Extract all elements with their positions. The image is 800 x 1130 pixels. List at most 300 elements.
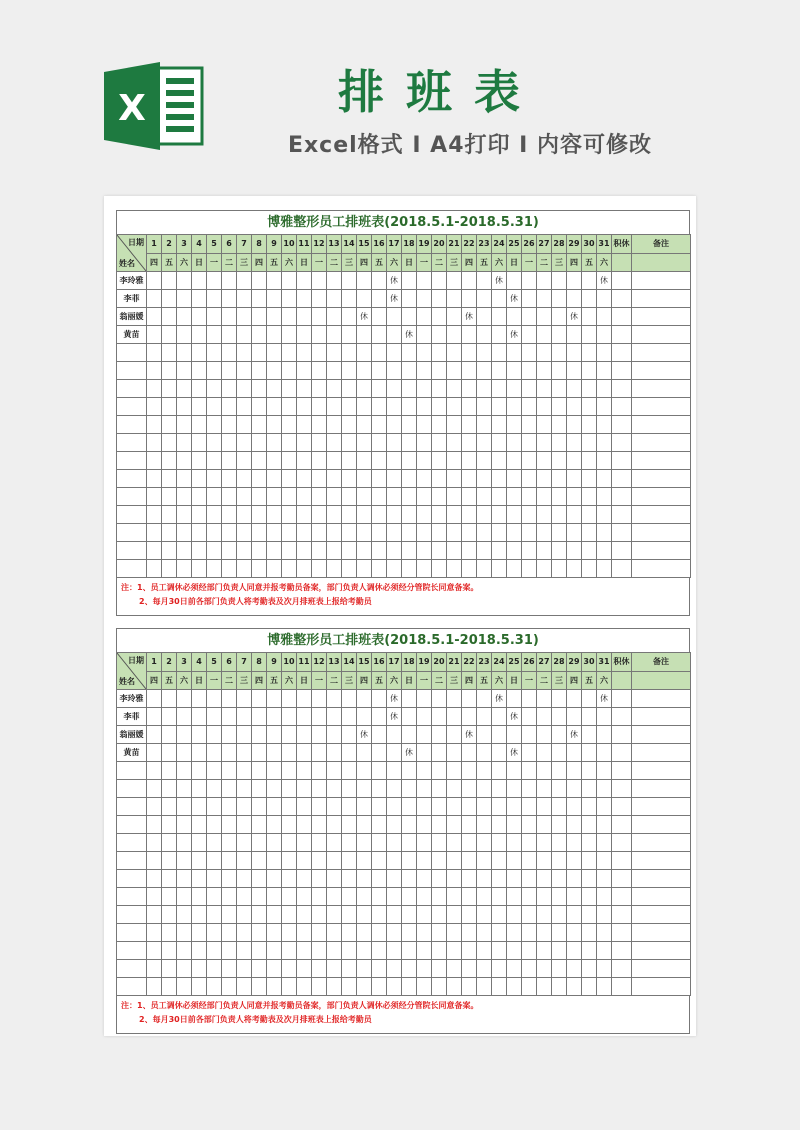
day-cell[interactable]: [192, 434, 207, 452]
day-cell[interactable]: [162, 924, 177, 942]
day-cell[interactable]: [567, 344, 582, 362]
day-cell[interactable]: [222, 690, 237, 708]
day-cell[interactable]: [162, 470, 177, 488]
day-cell[interactable]: [567, 434, 582, 452]
day-cell[interactable]: [402, 398, 417, 416]
day-cell[interactable]: [192, 488, 207, 506]
day-cell[interactable]: [507, 906, 522, 924]
employee-name[interactable]: 翁丽媛: [117, 726, 147, 744]
day-cell[interactable]: [252, 816, 267, 834]
day-cell[interactable]: [492, 852, 507, 870]
day-cell[interactable]: [237, 924, 252, 942]
day-cell[interactable]: [492, 942, 507, 960]
day-cell[interactable]: [582, 924, 597, 942]
day-cell[interactable]: [222, 762, 237, 780]
day-cell[interactable]: [222, 308, 237, 326]
day-cell[interactable]: [237, 524, 252, 542]
day-cell[interactable]: [252, 290, 267, 308]
day-cell[interactable]: [267, 960, 282, 978]
day-cell[interactable]: [477, 470, 492, 488]
day-cell[interactable]: [447, 888, 462, 906]
day-cell[interactable]: [432, 690, 447, 708]
day-cell[interactable]: [462, 798, 477, 816]
day-cell[interactable]: [327, 398, 342, 416]
day-cell[interactable]: [567, 470, 582, 488]
day-cell[interactable]: [462, 924, 477, 942]
day-cell[interactable]: [582, 344, 597, 362]
day-cell[interactable]: [162, 344, 177, 362]
day-cell[interactable]: [417, 816, 432, 834]
day-cell[interactable]: [477, 380, 492, 398]
day-cell[interactable]: [342, 726, 357, 744]
day-cell[interactable]: [207, 272, 222, 290]
day-cell[interactable]: [537, 362, 552, 380]
day-cell[interactable]: [372, 834, 387, 852]
day-cell[interactable]: [162, 380, 177, 398]
day-cell[interactable]: [582, 506, 597, 524]
day-cell[interactable]: [282, 888, 297, 906]
day-cell[interactable]: [582, 452, 597, 470]
day-cell[interactable]: [507, 380, 522, 398]
extra-cell[interactable]: [612, 308, 632, 326]
day-cell[interactable]: [207, 888, 222, 906]
day-cell[interactable]: [342, 978, 357, 996]
day-cell[interactable]: [552, 942, 567, 960]
day-cell[interactable]: [342, 380, 357, 398]
day-cell[interactable]: [327, 726, 342, 744]
remark-cell[interactable]: [632, 326, 691, 344]
day-cell[interactable]: [252, 470, 267, 488]
day-cell[interactable]: [477, 780, 492, 798]
day-cell[interactable]: [162, 906, 177, 924]
day-cell[interactable]: [327, 960, 342, 978]
day-cell[interactable]: [342, 762, 357, 780]
day-cell[interactable]: [282, 708, 297, 726]
day-cell[interactable]: [432, 488, 447, 506]
day-cell[interactable]: [252, 434, 267, 452]
day-cell[interactable]: [327, 834, 342, 852]
day-cell[interactable]: [252, 416, 267, 434]
day-cell[interactable]: [252, 488, 267, 506]
day-cell[interactable]: [597, 434, 612, 452]
day-cell[interactable]: [222, 560, 237, 578]
day-cell[interactable]: [402, 506, 417, 524]
day-cell[interactable]: [552, 816, 567, 834]
day-cell[interactable]: [327, 708, 342, 726]
day-cell[interactable]: [582, 906, 597, 924]
day-cell[interactable]: [402, 726, 417, 744]
day-cell[interactable]: [597, 398, 612, 416]
day-cell[interactable]: [387, 344, 402, 362]
day-cell[interactable]: [492, 326, 507, 344]
day-cell[interactable]: [477, 416, 492, 434]
day-cell[interactable]: [342, 870, 357, 888]
day-cell[interactable]: [297, 888, 312, 906]
day-cell[interactable]: [567, 942, 582, 960]
day-cell[interactable]: [507, 542, 522, 560]
day-cell[interactable]: [552, 434, 567, 452]
day-cell[interactable]: [237, 834, 252, 852]
day-cell[interactable]: [162, 762, 177, 780]
day-cell[interactable]: [567, 924, 582, 942]
day-cell[interactable]: [372, 506, 387, 524]
extra-cell[interactable]: [612, 506, 632, 524]
day-cell[interactable]: [222, 816, 237, 834]
day-cell[interactable]: [282, 798, 297, 816]
day-cell[interactable]: [462, 272, 477, 290]
day-cell[interactable]: [297, 542, 312, 560]
day-cell[interactable]: [252, 978, 267, 996]
day-cell[interactable]: [327, 308, 342, 326]
day-cell[interactable]: [252, 560, 267, 578]
day-cell[interactable]: [477, 960, 492, 978]
day-cell[interactable]: [552, 888, 567, 906]
day-cell[interactable]: [597, 452, 612, 470]
day-cell[interactable]: [297, 398, 312, 416]
day-cell[interactable]: [312, 690, 327, 708]
day-cell[interactable]: [462, 708, 477, 726]
remark-cell[interactable]: [632, 978, 691, 996]
day-cell[interactable]: [237, 978, 252, 996]
day-cell[interactable]: [147, 924, 162, 942]
day-cell[interactable]: [222, 470, 237, 488]
day-cell[interactable]: [147, 362, 162, 380]
day-cell[interactable]: [432, 398, 447, 416]
day-cell[interactable]: [357, 906, 372, 924]
day-cell[interactable]: [432, 798, 447, 816]
day-cell[interactable]: [162, 290, 177, 308]
day-cell[interactable]: [312, 726, 327, 744]
day-cell[interactable]: [387, 452, 402, 470]
day-cell[interactable]: [447, 560, 462, 578]
day-cell[interactable]: [552, 798, 567, 816]
day-cell[interactable]: [207, 924, 222, 942]
day-cell[interactable]: [267, 798, 282, 816]
day-cell[interactable]: [402, 272, 417, 290]
day-cell[interactable]: [372, 942, 387, 960]
day-cell[interactable]: [312, 542, 327, 560]
day-cell[interactable]: [342, 290, 357, 308]
day-cell[interactable]: [522, 762, 537, 780]
day-cell[interactable]: [552, 762, 567, 780]
day-cell[interactable]: [552, 560, 567, 578]
day-cell[interactable]: [477, 362, 492, 380]
day-cell[interactable]: [177, 362, 192, 380]
day-cell[interactable]: [162, 560, 177, 578]
day-cell[interactable]: [597, 506, 612, 524]
day-cell[interactable]: [237, 434, 252, 452]
day-cell[interactable]: [537, 560, 552, 578]
day-cell[interactable]: [147, 398, 162, 416]
day-cell[interactable]: [267, 780, 282, 798]
day-cell[interactable]: [507, 978, 522, 996]
day-cell[interactable]: [267, 398, 282, 416]
day-cell[interactable]: [387, 362, 402, 380]
day-cell[interactable]: [192, 978, 207, 996]
day-cell[interactable]: [597, 924, 612, 942]
day-cell[interactable]: [222, 362, 237, 380]
day-cell[interactable]: [552, 726, 567, 744]
day-cell[interactable]: [492, 452, 507, 470]
day-cell[interactable]: [267, 542, 282, 560]
day-cell[interactable]: [387, 834, 402, 852]
day-cell[interactable]: [582, 488, 597, 506]
day-cell[interactable]: [477, 816, 492, 834]
day-cell[interactable]: [177, 452, 192, 470]
employee-name[interactable]: [117, 780, 147, 798]
remark-cell[interactable]: [632, 870, 691, 888]
day-cell[interactable]: [492, 834, 507, 852]
day-cell[interactable]: [507, 726, 522, 744]
day-cell[interactable]: [222, 942, 237, 960]
day-cell[interactable]: [432, 470, 447, 488]
remark-cell[interactable]: [632, 416, 691, 434]
day-cell[interactable]: [387, 978, 402, 996]
day-cell[interactable]: [537, 452, 552, 470]
day-cell[interactable]: [372, 452, 387, 470]
day-cell[interactable]: [567, 906, 582, 924]
day-cell[interactable]: [522, 816, 537, 834]
day-cell[interactable]: [237, 326, 252, 344]
day-cell[interactable]: [147, 434, 162, 452]
day-cell[interactable]: [357, 960, 372, 978]
extra-cell[interactable]: [612, 942, 632, 960]
day-cell[interactable]: [327, 488, 342, 506]
day-cell[interactable]: [462, 762, 477, 780]
day-cell[interactable]: [522, 488, 537, 506]
day-cell[interactable]: [387, 380, 402, 398]
day-cell[interactable]: [147, 308, 162, 326]
day-cell[interactable]: [357, 452, 372, 470]
day-cell[interactable]: [507, 942, 522, 960]
day-cell[interactable]: [402, 834, 417, 852]
remark-cell[interactable]: [632, 506, 691, 524]
day-cell[interactable]: [522, 960, 537, 978]
day-cell[interactable]: [462, 560, 477, 578]
remark-cell[interactable]: [632, 726, 691, 744]
day-cell[interactable]: [312, 978, 327, 996]
day-cell[interactable]: [267, 870, 282, 888]
day-cell[interactable]: [432, 942, 447, 960]
day-cell[interactable]: [267, 380, 282, 398]
day-cell[interactable]: [312, 708, 327, 726]
day-cell[interactable]: [492, 506, 507, 524]
day-cell[interactable]: [312, 924, 327, 942]
extra-cell[interactable]: [612, 834, 632, 852]
day-cell[interactable]: [342, 434, 357, 452]
day-cell[interactable]: [282, 960, 297, 978]
day-cell[interactable]: [312, 560, 327, 578]
day-cell[interactable]: [282, 906, 297, 924]
day-cell[interactable]: [252, 960, 267, 978]
day-cell[interactable]: [177, 816, 192, 834]
day-cell[interactable]: [177, 308, 192, 326]
day-cell[interactable]: [267, 906, 282, 924]
day-cell[interactable]: [372, 924, 387, 942]
day-cell[interactable]: [327, 506, 342, 524]
day-cell[interactable]: [312, 380, 327, 398]
extra-cell[interactable]: [612, 762, 632, 780]
day-cell[interactable]: [222, 834, 237, 852]
day-cell[interactable]: [207, 380, 222, 398]
day-cell[interactable]: [147, 780, 162, 798]
day-cell[interactable]: [402, 524, 417, 542]
extra-cell[interactable]: [612, 362, 632, 380]
day-cell[interactable]: [522, 308, 537, 326]
day-cell[interactable]: [567, 362, 582, 380]
day-cell[interactable]: [147, 542, 162, 560]
day-cell[interactable]: [177, 542, 192, 560]
day-cell[interactable]: [522, 344, 537, 362]
day-cell[interactable]: [492, 978, 507, 996]
day-cell[interactable]: [342, 744, 357, 762]
employee-name[interactable]: [117, 362, 147, 380]
day-cell[interactable]: [507, 870, 522, 888]
day-cell[interactable]: [477, 506, 492, 524]
day-cell[interactable]: [327, 942, 342, 960]
day-cell[interactable]: [177, 708, 192, 726]
day-cell[interactable]: [447, 816, 462, 834]
day-cell[interactable]: [162, 888, 177, 906]
day-cell[interactable]: [507, 362, 522, 380]
day-cell[interactable]: [207, 344, 222, 362]
day-cell[interactable]: [177, 888, 192, 906]
day-cell[interactable]: [432, 542, 447, 560]
day-cell[interactable]: [357, 326, 372, 344]
day-cell[interactable]: [417, 380, 432, 398]
day-cell[interactable]: [432, 272, 447, 290]
day-cell[interactable]: [327, 560, 342, 578]
day-cell[interactable]: [402, 870, 417, 888]
day-cell[interactable]: [282, 852, 297, 870]
day-cell[interactable]: [312, 506, 327, 524]
day-cell[interactable]: [492, 798, 507, 816]
day-cell[interactable]: [387, 852, 402, 870]
day-cell[interactable]: [462, 942, 477, 960]
day-cell[interactable]: [357, 924, 372, 942]
day-cell[interactable]: [252, 798, 267, 816]
day-cell[interactable]: [267, 560, 282, 578]
day-cell[interactable]: [147, 326, 162, 344]
day-cell[interactable]: [567, 834, 582, 852]
day-cell[interactable]: [477, 690, 492, 708]
day-cell[interactable]: [312, 326, 327, 344]
day-cell[interactable]: [552, 362, 567, 380]
day-cell[interactable]: [162, 852, 177, 870]
day-cell[interactable]: [582, 816, 597, 834]
extra-cell[interactable]: [612, 870, 632, 888]
day-cell[interactable]: [462, 398, 477, 416]
day-cell[interactable]: [297, 726, 312, 744]
day-cell[interactable]: [387, 506, 402, 524]
day-cell[interactable]: [552, 542, 567, 560]
day-cell[interactable]: [462, 326, 477, 344]
day-cell[interactable]: [522, 416, 537, 434]
day-cell[interactable]: [207, 524, 222, 542]
day-cell[interactable]: [237, 726, 252, 744]
day-cell[interactable]: [312, 272, 327, 290]
day-cell[interactable]: [507, 560, 522, 578]
remark-cell[interactable]: [632, 560, 691, 578]
day-cell[interactable]: [297, 326, 312, 344]
day-cell[interactable]: [297, 798, 312, 816]
day-cell[interactable]: [447, 978, 462, 996]
day-cell[interactable]: [447, 744, 462, 762]
remark-cell[interactable]: [632, 488, 691, 506]
day-cell[interactable]: [177, 524, 192, 542]
day-cell[interactable]: [282, 744, 297, 762]
day-cell[interactable]: [492, 380, 507, 398]
day-cell[interactable]: [267, 506, 282, 524]
day-cell[interactable]: [462, 816, 477, 834]
day-cell[interactable]: [417, 924, 432, 942]
day-cell[interactable]: [327, 326, 342, 344]
day-cell[interactable]: [522, 978, 537, 996]
day-cell[interactable]: [552, 398, 567, 416]
day-cell[interactable]: [282, 326, 297, 344]
day-cell[interactable]: [462, 906, 477, 924]
day-cell[interactable]: [372, 272, 387, 290]
day-cell[interactable]: [297, 362, 312, 380]
day-cell[interactable]: [147, 906, 162, 924]
day-cell[interactable]: [567, 798, 582, 816]
day-cell[interactable]: [237, 344, 252, 362]
day-cell[interactable]: [552, 272, 567, 290]
day-cell[interactable]: [147, 960, 162, 978]
day-cell[interactable]: [567, 780, 582, 798]
day-cell[interactable]: [522, 852, 537, 870]
day-cell[interactable]: [222, 708, 237, 726]
day-cell[interactable]: [312, 762, 327, 780]
day-cell[interactable]: [252, 942, 267, 960]
rest-mark[interactable]: 休: [387, 690, 402, 708]
day-cell[interactable]: [177, 798, 192, 816]
day-cell[interactable]: [162, 542, 177, 560]
day-cell[interactable]: [207, 852, 222, 870]
employee-name[interactable]: [117, 488, 147, 506]
remark-cell[interactable]: [632, 542, 691, 560]
day-cell[interactable]: [357, 470, 372, 488]
rest-mark[interactable]: 休: [462, 308, 477, 326]
day-cell[interactable]: [357, 870, 372, 888]
day-cell[interactable]: [267, 726, 282, 744]
day-cell[interactable]: [252, 726, 267, 744]
day-cell[interactable]: [252, 708, 267, 726]
day-cell[interactable]: [522, 834, 537, 852]
day-cell[interactable]: [462, 416, 477, 434]
day-cell[interactable]: [297, 416, 312, 434]
day-cell[interactable]: [282, 560, 297, 578]
extra-cell[interactable]: [612, 272, 632, 290]
day-cell[interactable]: [537, 726, 552, 744]
day-cell[interactable]: [327, 870, 342, 888]
employee-name[interactable]: [117, 816, 147, 834]
remark-cell[interactable]: [632, 960, 691, 978]
day-cell[interactable]: [597, 870, 612, 888]
day-cell[interactable]: [582, 362, 597, 380]
day-cell[interactable]: [327, 290, 342, 308]
day-cell[interactable]: [192, 762, 207, 780]
day-cell[interactable]: [297, 452, 312, 470]
day-cell[interactable]: [372, 762, 387, 780]
day-cell[interactable]: [462, 380, 477, 398]
day-cell[interactable]: [402, 780, 417, 798]
day-cell[interactable]: [597, 344, 612, 362]
remark-cell[interactable]: [632, 362, 691, 380]
day-cell[interactable]: [312, 780, 327, 798]
day-cell[interactable]: [477, 888, 492, 906]
day-cell[interactable]: [162, 960, 177, 978]
